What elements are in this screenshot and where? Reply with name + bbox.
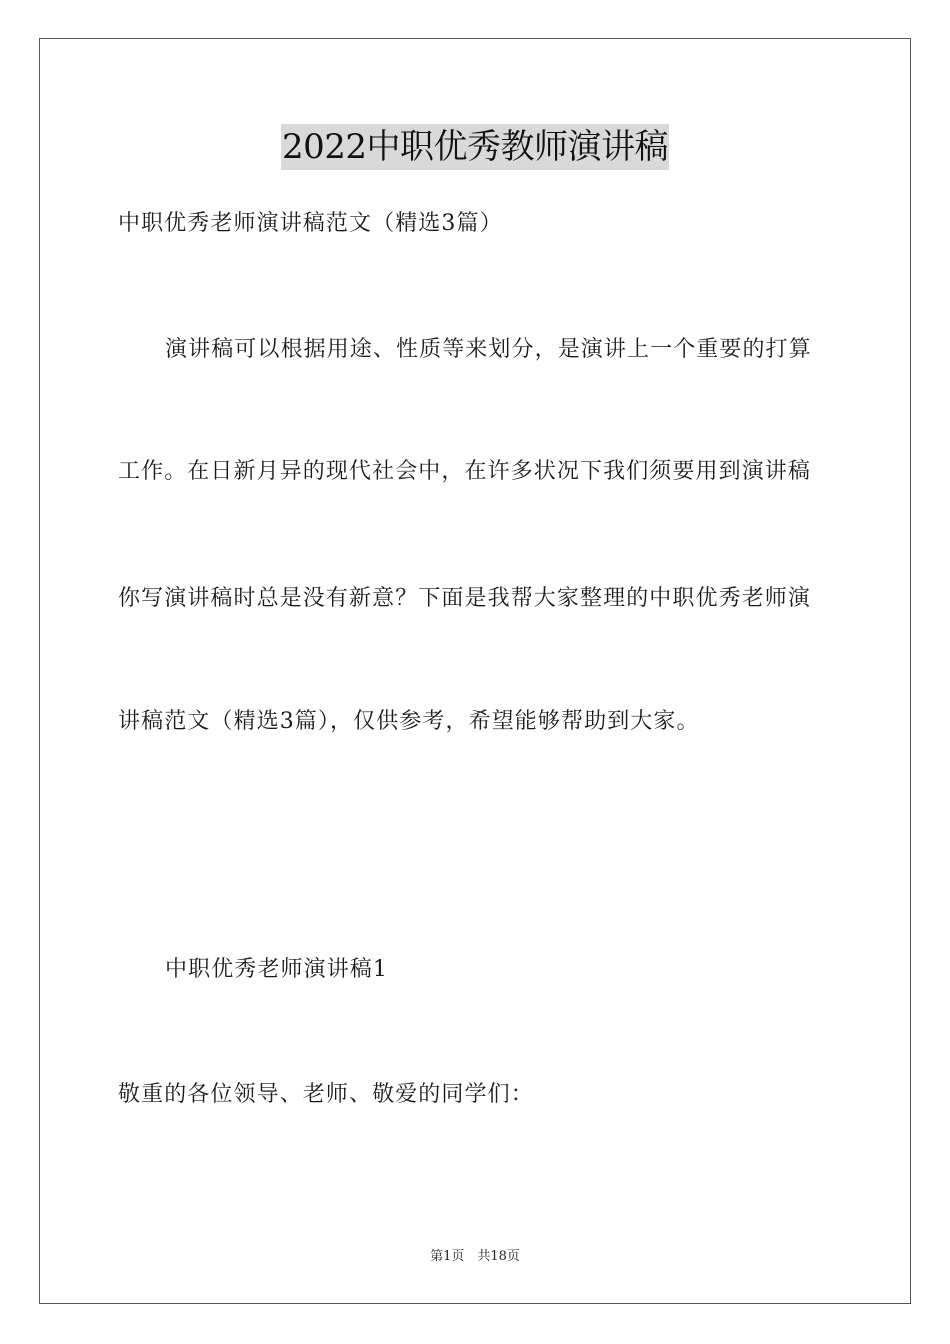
salutation: 敬重的各位领导、老师、敬爱的同学们： [118,1082,534,1107]
intro-line-3: 你写演讲稿时总是没有新意？下面是我帮大家整理的中职优秀老师演 [118,586,812,611]
page-number-footer: 第1页 共18页 [430,1249,520,1264]
document-subtitle: 中职优秀老师演讲稿范文（精选3篇） [118,211,503,236]
document-title: 2022中职优秀教师演讲稿 [281,124,669,170]
intro-line-1: 演讲稿可以根据用途、性质等来划分，是演讲上一个重要的打算 [165,337,812,362]
intro-line-2: 工作。在日新月异的现代社会中，在许多状况下我们须要用到演讲稿 [118,459,812,484]
intro-line-4: 讲稿范文（精选3篇），仅供参考，希望能够帮助到大家。 [118,709,700,734]
section-heading: 中职优秀老师演讲稿1 [165,957,388,982]
title-container [0,124,950,170]
